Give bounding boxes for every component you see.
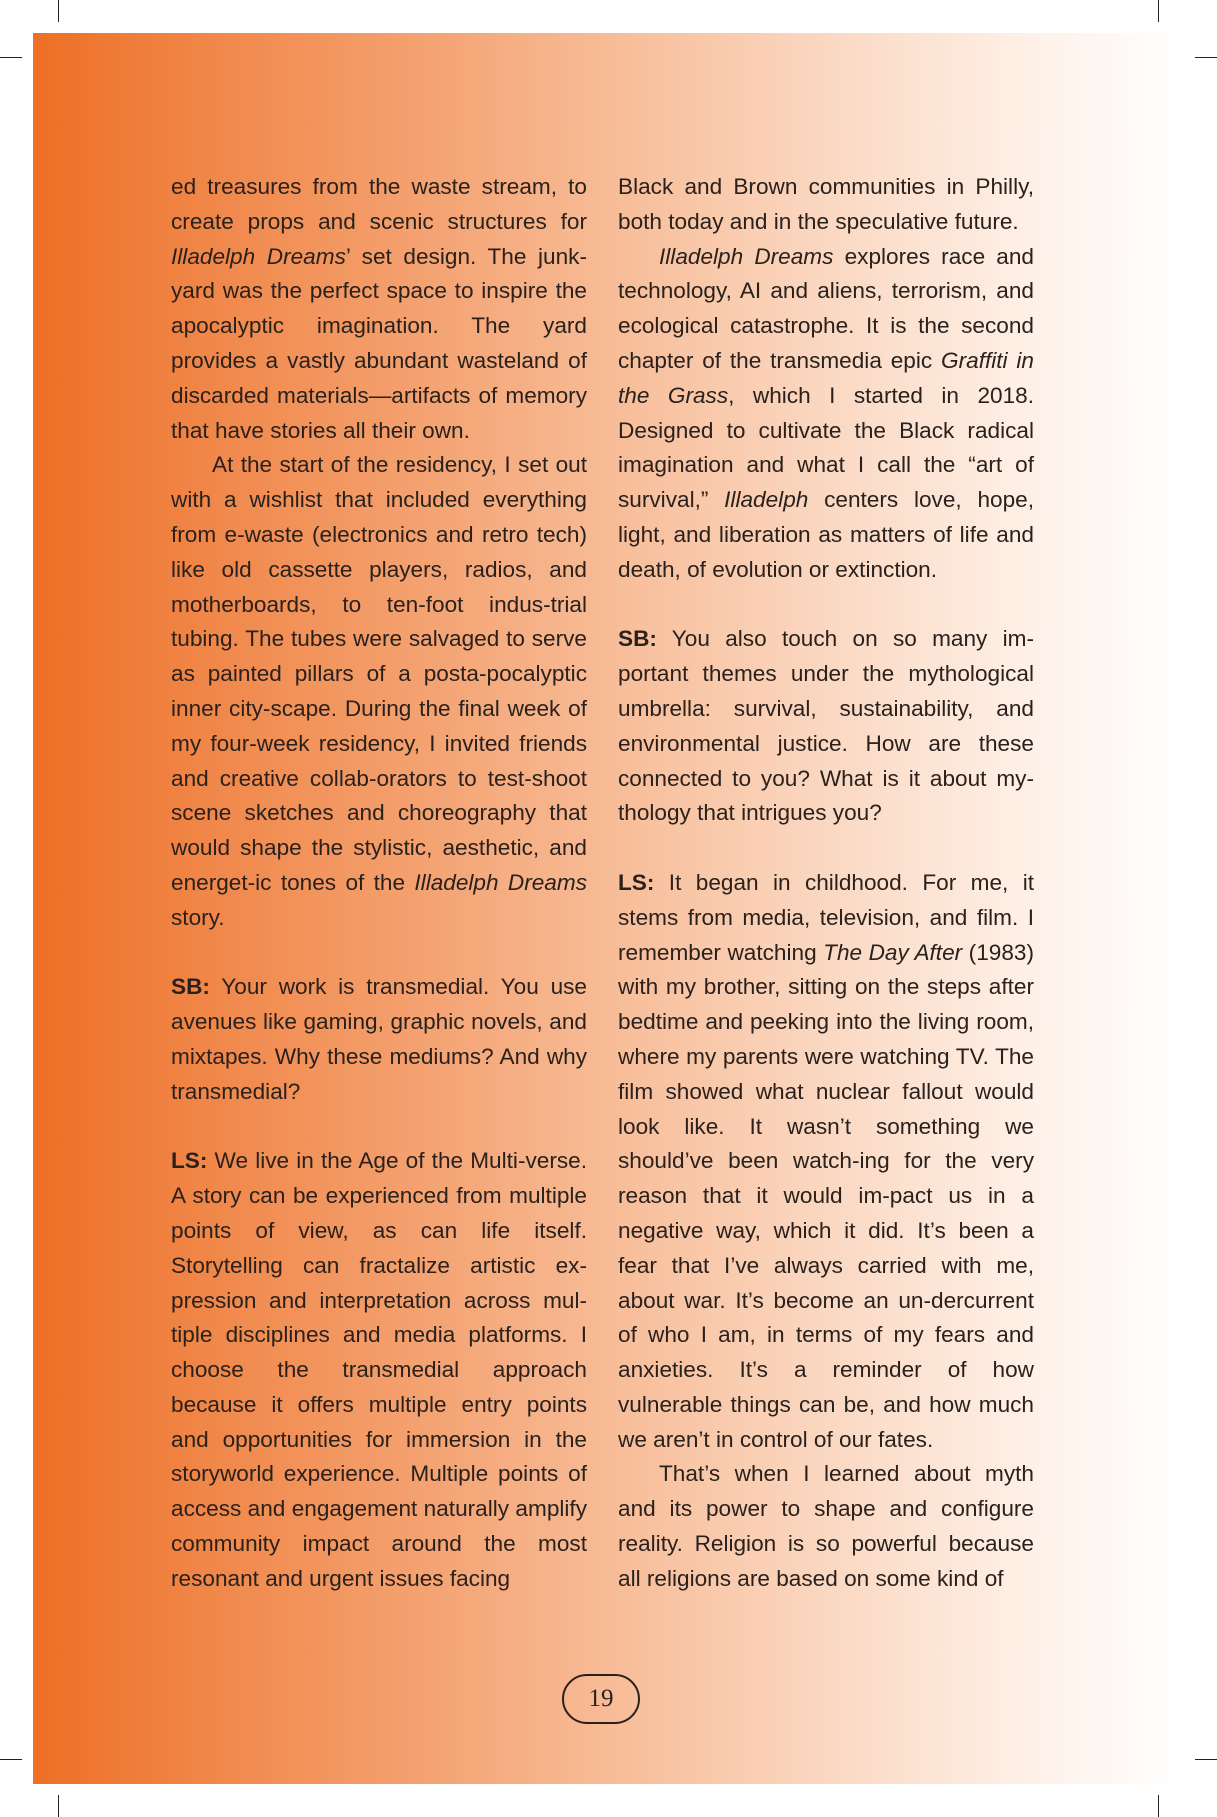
crop-mark-br-h [1195, 1759, 1217, 1760]
paragraph [171, 970, 587, 1109]
text-run: , which I started in 2018. Designed to cultivate the Black radical imagination and what I call the “art of survival,” [618, 382, 1034, 513]
italic-title: Illadelph Dreams [659, 243, 834, 269]
speaker-label: SB: [618, 626, 657, 652]
italic-title: Illadelph Dreams [171, 243, 346, 269]
text-run: (1983) with my brother, sitting on the steps after bedtime and peeking into the living room, where my parents were watching TV. The film showed what nuclear fallout would look like. It wasn’t something we should’ve been watch-ing for the very reason that it would im-pact us in a negative way, which it did. It’s been a fear that I’ve always carried with me, about war. It’s become an un-dercurrent of who I am, in terms of my fears and anxieties. It’s a reminder of how vulnerable things can be, and how much we aren’t in control of our fates. [618, 939, 1034, 1452]
text-run: ’ set design. The junk-yard was the perfect space to inspire the apocalyptic imagination. The yard provides a vastly abundant wasteland of discarded materials—artifacts of memory that have stories all their own. [171, 243, 588, 443]
paragraph [171, 448, 587, 935]
italic-title: Graffiti in the Grass [618, 347, 1034, 408]
italic-title: The Day After [823, 939, 963, 965]
text-run: explores race and technology, AI and aliens, terrorism, and ecological catastrophe. It is the second chapter of the transmedia epic [618, 243, 1035, 373]
paragraph [171, 170, 587, 448]
text-run: ed treasures from the waste stream, to create props and scenic structures for [171, 174, 587, 234]
text-run: centers love, hope, light, and liberation as matters of life and death, of evolution or extinction. [618, 487, 1034, 582]
crop-mark-br-v [1158, 1795, 1159, 1817]
crop-mark-bl-h [0, 1759, 22, 1760]
speaker-label: LS: [171, 1148, 208, 1174]
crop-mark-tr-v [1158, 0, 1159, 22]
text-run: It began in childhood. For me, it stems from media, television, and film. I remember watching [618, 869, 1034, 965]
paragraph [618, 170, 1034, 240]
text-run: You also touch on so many im-portant themes under the mythological umbrella: survival, sustainability, and environmental justice. How are these connected to you? What is it about my-thology that intrigues you? [618, 626, 1034, 826]
text-run: Your work is transmedial. You use avenues like gaming, graphic novels, and mixtapes. Why these mediums? And why transmedial? [171, 974, 587, 1104]
right-text-column [618, 170, 1034, 1597]
italic-title: Illadelph [724, 487, 809, 513]
text-run: At the start of the residency, I set out with a wishlist that included everything from e-waste (electronics and retro tech) like old cassette players, radios, and motherboards, to ten-foot indus-trial tubing. The tubes were salvaged to serve as painted pillars of a posta-pocalyptic inner city-scape. During the final week of my four-week residency, I invited friends and creative collab-orators to test-shoot scene sketches and choreography that would shape the stylistic, aesthetic, and energet-ic tones of the [171, 452, 587, 895]
paragraph [618, 240, 1034, 588]
crop-mark-tr-h [1195, 57, 1217, 58]
left-text-column [171, 170, 587, 1597]
paragraph [618, 622, 1034, 831]
speaker-label: LS: [618, 869, 655, 895]
paragraph [618, 1457, 1034, 1596]
italic-title: Illadelph Dreams [414, 869, 587, 895]
page-number: 19 [562, 1674, 640, 1724]
text-run: story. [171, 904, 225, 930]
text-run: Black and Brown communities in Philly, both today and in the speculative future. [618, 174, 1034, 234]
speaker-label: SB: [171, 974, 210, 1000]
text-run: That’s when I learned about myth and its power to shape and configure reality. Religion is so powerful because all religions are based on some kind of [618, 1461, 1034, 1591]
crop-mark-tl-v [58, 0, 59, 22]
text-run: We live in the Age of the Multi-verse. A story can be experienced from multiple points of view, as can life itself. Storytelling can fractalize artistic ex-pression and interpretation across mul-tiple disciplines and media platforms. I choose the transmedial approach because it offers multiple entry points and opportunities for immersion in the storyworld experience. Multiple points of access and engagement naturally amplify community impact around the most resonant and urgent issues facing [171, 1148, 587, 1591]
paragraph [171, 1144, 587, 1596]
crop-mark-bl-v [58, 1795, 59, 1817]
crop-mark-tl-h [0, 57, 22, 58]
paragraph [618, 866, 1034, 1458]
